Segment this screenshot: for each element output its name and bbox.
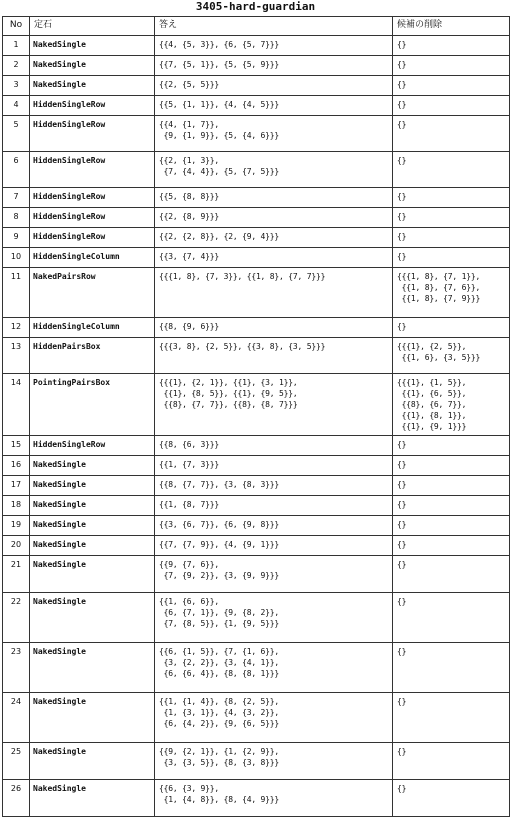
- elimination-cell: [393, 556, 510, 593]
- technique-cell: HiddenSingleRow: [30, 152, 155, 188]
- table-row: [3, 338, 510, 374]
- answer-line: {9, {1, 9}}, {5, {4, 6}}}: [159, 131, 280, 140]
- elimination-line: {}: [397, 60, 407, 69]
- answer-line: {{{3, 8}, {2, 5}}, {{3, 8}, {3, 5}}}: [159, 342, 326, 351]
- elimination-line: {}: [397, 500, 407, 509]
- table-row: [3, 188, 510, 208]
- answer-cell: [155, 152, 393, 188]
- row-number: 18: [3, 496, 30, 516]
- row-number: 16: [3, 456, 30, 476]
- answer-line: {7, {4, 4}}, {5, {7, 5}}}: [159, 167, 280, 176]
- elimination-cell: [393, 456, 510, 476]
- elimination-line: {{1}, {9, 1}}}: [397, 422, 467, 431]
- elimination-cell: [393, 496, 510, 516]
- answer-line: {{4, {1, 7}},: [159, 120, 220, 129]
- answer-line: {{9, {2, 1}}, {1, {2, 9}},: [159, 747, 280, 756]
- table-row: [3, 96, 510, 116]
- elimination-line: {{1}, {8, 1}},: [397, 411, 467, 420]
- table-row: [3, 248, 510, 268]
- table-row: [3, 496, 510, 516]
- header-answer: 答え: [155, 17, 393, 36]
- elimination-line: {}: [397, 597, 407, 606]
- elimination-cell: [393, 228, 510, 248]
- table-row: [3, 116, 510, 152]
- table-row: [3, 693, 510, 743]
- answer-cell: [155, 96, 393, 116]
- answer-line: {{3, {7, 4}}}: [159, 252, 220, 261]
- table-row: [3, 208, 510, 228]
- table-row: [3, 556, 510, 593]
- elimination-line: {}: [397, 520, 407, 529]
- table-row: [3, 436, 510, 456]
- answer-line: {{6, {3, 9}},: [159, 784, 220, 793]
- elimination-line: {}: [397, 232, 407, 241]
- elimination-cell: [393, 374, 510, 436]
- header-eliminations: 候補の削除: [393, 17, 510, 36]
- elimination-line: {}: [397, 192, 407, 201]
- elimination-cell: [393, 436, 510, 456]
- row-number: 5: [3, 116, 30, 152]
- table-row: [3, 36, 510, 56]
- row-number: 21: [3, 556, 30, 593]
- row-number: 7: [3, 188, 30, 208]
- answer-line: {6, {4, 2}}, {9, {6, 5}}}: [159, 719, 280, 728]
- table-row: [3, 152, 510, 188]
- technique-cell: HiddenSingleRow: [30, 96, 155, 116]
- row-number: 13: [3, 338, 30, 374]
- elimination-line: {}: [397, 40, 407, 49]
- elimination-line: {}: [397, 252, 407, 261]
- table-row: [3, 268, 510, 318]
- answer-line: {{3, {6, 7}}, {6, {9, 8}}}: [159, 520, 280, 529]
- table-row: [3, 456, 510, 476]
- elimination-line: {{1, 6}, {3, 5}}}: [397, 353, 481, 362]
- technique-cell: NakedSingle: [30, 36, 155, 56]
- elimination-line: {}: [397, 460, 407, 469]
- elimination-cell: [393, 76, 510, 96]
- row-number: 3: [3, 76, 30, 96]
- row-number: 10: [3, 248, 30, 268]
- technique-cell: HiddenSingleRow: [30, 116, 155, 152]
- answer-line: {{8, {9, 6}}}: [159, 322, 220, 331]
- technique-cell: NakedSingle: [30, 780, 155, 817]
- answer-line: {{1, {8, 7}}}: [159, 500, 220, 509]
- technique-cell: HiddenSingleRow: [30, 436, 155, 456]
- answer-line: {{8, {6, 3}}}: [159, 440, 220, 449]
- answer-cell: [155, 436, 393, 456]
- table-row: [3, 593, 510, 643]
- answer-cell: [155, 556, 393, 593]
- answer-line: {6, {7, 1}}, {9, {8, 2}},: [159, 608, 280, 617]
- elimination-line: {{1, 8}, {7, 9}}}: [397, 294, 481, 303]
- answer-line: {{9, {7, 6}},: [159, 560, 220, 569]
- elimination-line: {}: [397, 697, 407, 706]
- technique-cell: NakedSingle: [30, 496, 155, 516]
- elimination-cell: [393, 318, 510, 338]
- elimination-line: {}: [397, 647, 407, 656]
- answer-cell: [155, 693, 393, 743]
- elimination-cell: [393, 56, 510, 76]
- technique-cell: NakedSingle: [30, 56, 155, 76]
- elimination-line: {}: [397, 560, 407, 569]
- technique-cell: HiddenSingleColumn: [30, 318, 155, 338]
- answer-cell: [155, 780, 393, 817]
- answer-line: {{2, {8, 9}}}: [159, 212, 220, 221]
- answer-line: {1, {4, 8}}, {8, {4, 9}}}: [159, 795, 280, 804]
- answer-line: {{5, {8, 8}}}: [159, 192, 220, 201]
- answer-line: {{8, {7, 7}}, {3, {8, 3}}}: [159, 480, 280, 489]
- answer-cell: [155, 116, 393, 152]
- row-number: 17: [3, 476, 30, 496]
- elimination-line: {}: [397, 120, 407, 129]
- header-technique: 定石: [30, 17, 155, 36]
- answer-cell: [155, 188, 393, 208]
- answer-line: {{1, {1, 4}}, {8, {2, 5}},: [159, 697, 280, 706]
- technique-cell: NakedSingle: [30, 476, 155, 496]
- elimination-line: {}: [397, 322, 407, 331]
- row-number: 4: [3, 96, 30, 116]
- answer-line: {7, {8, 5}}, {1, {9, 5}}}: [159, 619, 280, 628]
- row-number: 15: [3, 436, 30, 456]
- answer-cell: [155, 536, 393, 556]
- elimination-line: {}: [397, 784, 407, 793]
- table-row: [3, 228, 510, 248]
- elimination-cell: [393, 593, 510, 643]
- answer-cell: [155, 228, 393, 248]
- elimination-cell: [393, 96, 510, 116]
- technique-cell: PointingPairsBox: [30, 374, 155, 436]
- elimination-cell: [393, 116, 510, 152]
- elimination-line: {{1, 8}, {7, 6}},: [397, 283, 481, 292]
- elimination-line: {{{1}, {1, 5}},: [397, 378, 467, 387]
- answer-cell: [155, 456, 393, 476]
- technique-cell: NakedSingle: [30, 76, 155, 96]
- answer-cell: [155, 496, 393, 516]
- answer-line: {{{1, 8}, {7, 3}}, {{1, 8}, {7, 7}}}: [159, 272, 326, 281]
- row-number: 8: [3, 208, 30, 228]
- elimination-line: {}: [397, 540, 407, 549]
- technique-cell: NakedSingle: [30, 693, 155, 743]
- table-row: [3, 76, 510, 96]
- elimination-line: {}: [397, 80, 407, 89]
- row-number: 20: [3, 536, 30, 556]
- table-row: [3, 476, 510, 496]
- answer-cell: [155, 36, 393, 56]
- answer-line: {{7, {5, 1}}, {5, {5, 9}}}: [159, 60, 280, 69]
- row-number: 9: [3, 228, 30, 248]
- answer-cell: [155, 76, 393, 96]
- technique-cell: HiddenSingleRow: [30, 228, 155, 248]
- table-row: [3, 743, 510, 780]
- answer-line: {{6, {1, 5}}, {7, {1, 6}},: [159, 647, 280, 656]
- elimination-cell: [393, 188, 510, 208]
- answer-cell: [155, 318, 393, 338]
- elimination-cell: [393, 743, 510, 780]
- elimination-cell: [393, 516, 510, 536]
- technique-cell: NakedPairsRow: [30, 268, 155, 318]
- answer-line: {{1, {6, 6}},: [159, 597, 220, 606]
- table-row: [3, 516, 510, 536]
- technique-cell: NakedSingle: [30, 536, 155, 556]
- answer-line: {{2, {2, 8}}, {2, {9, 4}}}: [159, 232, 280, 241]
- answer-cell: [155, 374, 393, 436]
- row-number: 23: [3, 643, 30, 693]
- technique-cell: NakedSingle: [30, 456, 155, 476]
- row-number: 19: [3, 516, 30, 536]
- elimination-line: {{1}, {6, 5}},: [397, 389, 467, 398]
- page-title: 3405-hard-guardian: [195, 0, 316, 13]
- elimination-line: {}: [397, 440, 407, 449]
- elimination-cell: [393, 36, 510, 56]
- answer-cell: [155, 643, 393, 693]
- answer-cell: [155, 56, 393, 76]
- row-number: 22: [3, 593, 30, 643]
- answer-line: {{2, {5, 5}}}: [159, 80, 220, 89]
- elimination-line: {}: [397, 100, 407, 109]
- row-number: 26: [3, 780, 30, 817]
- answer-line: {7, {9, 2}}, {3, {9, 9}}}: [159, 571, 280, 580]
- answer-cell: [155, 338, 393, 374]
- row-number: 6: [3, 152, 30, 188]
- table-row: [3, 318, 510, 338]
- row-number: 2: [3, 56, 30, 76]
- table-row: [3, 780, 510, 817]
- technique-cell: NakedSingle: [30, 516, 155, 536]
- table-row: [3, 56, 510, 76]
- answer-cell: [155, 593, 393, 643]
- answer-line: {3, {2, 2}}, {3, {4, 1}},: [159, 658, 280, 667]
- answer-cell: [155, 743, 393, 780]
- answer-cell: [155, 208, 393, 228]
- answer-line: {{8}, {7, 7}}, {{8}, {8, 7}}}: [159, 400, 298, 409]
- technique-cell: NakedSingle: [30, 593, 155, 643]
- elimination-cell: [393, 536, 510, 556]
- answer-line: {{{1}, {2, 1}}, {{1}, {3, 1}},: [159, 378, 298, 387]
- elimination-cell: [393, 208, 510, 228]
- answer-cell: [155, 516, 393, 536]
- technique-cell: HiddenSingleRow: [30, 188, 155, 208]
- table-row: [3, 374, 510, 436]
- elimination-cell: [393, 338, 510, 374]
- answer-cell: [155, 476, 393, 496]
- row-number: 12: [3, 318, 30, 338]
- elimination-cell: [393, 268, 510, 318]
- elimination-cell: [393, 643, 510, 693]
- row-number: 1: [3, 36, 30, 56]
- row-number: 14: [3, 374, 30, 436]
- answer-cell: [155, 268, 393, 318]
- technique-cell: NakedSingle: [30, 556, 155, 593]
- elimination-cell: [393, 152, 510, 188]
- answer-line: {{1, {7, 3}}}: [159, 460, 220, 469]
- elimination-line: {}: [397, 747, 407, 756]
- technique-cell: HiddenSingleRow: [30, 208, 155, 228]
- technique-cell: HiddenPairsBox: [30, 338, 155, 374]
- table-row: [3, 536, 510, 556]
- answer-line: {3, {3, 5}}, {8, {3, 8}}}: [159, 758, 280, 767]
- elimination-cell: [393, 476, 510, 496]
- technique-cell: NakedSingle: [30, 643, 155, 693]
- answer-line: {{2, {1, 3}},: [159, 156, 220, 165]
- elimination-cell: [393, 780, 510, 817]
- answer-line: {{5, {1, 1}}, {4, {4, 5}}}: [159, 100, 280, 109]
- answer-line: {1, {3, 1}}, {4, {3, 2}},: [159, 708, 280, 717]
- answer-line: {{4, {5, 3}}, {6, {5, 7}}}: [159, 40, 280, 49]
- row-number: 25: [3, 743, 30, 780]
- elimination-cell: [393, 693, 510, 743]
- elimination-line: {{8}, {6, 7}},: [397, 400, 467, 409]
- answer-cell: [155, 248, 393, 268]
- header-no: No: [3, 17, 30, 36]
- technique-cell: NakedSingle: [30, 743, 155, 780]
- elimination-cell: [393, 248, 510, 268]
- row-number: 11: [3, 268, 30, 318]
- row-number: 24: [3, 693, 30, 743]
- answer-line: {{1}, {8, 5}}, {{1}, {9, 5}},: [159, 389, 298, 398]
- elimination-line: {}: [397, 156, 407, 165]
- elimination-line: {}: [397, 480, 407, 489]
- elimination-line: {}: [397, 212, 407, 221]
- technique-cell: HiddenSingleColumn: [30, 248, 155, 268]
- elimination-line: {{{1}, {2, 5}},: [397, 342, 467, 351]
- table-header-row: [3, 17, 510, 36]
- solution-steps-table: [2, 16, 510, 817]
- answer-line: {{7, {7, 9}}, {4, {9, 1}}}: [159, 540, 280, 549]
- elimination-line: {{{1, 8}, {7, 1}},: [397, 272, 481, 281]
- answer-line: {6, {6, 4}}, {8, {8, 1}}}: [159, 669, 280, 678]
- table-row: [3, 643, 510, 693]
